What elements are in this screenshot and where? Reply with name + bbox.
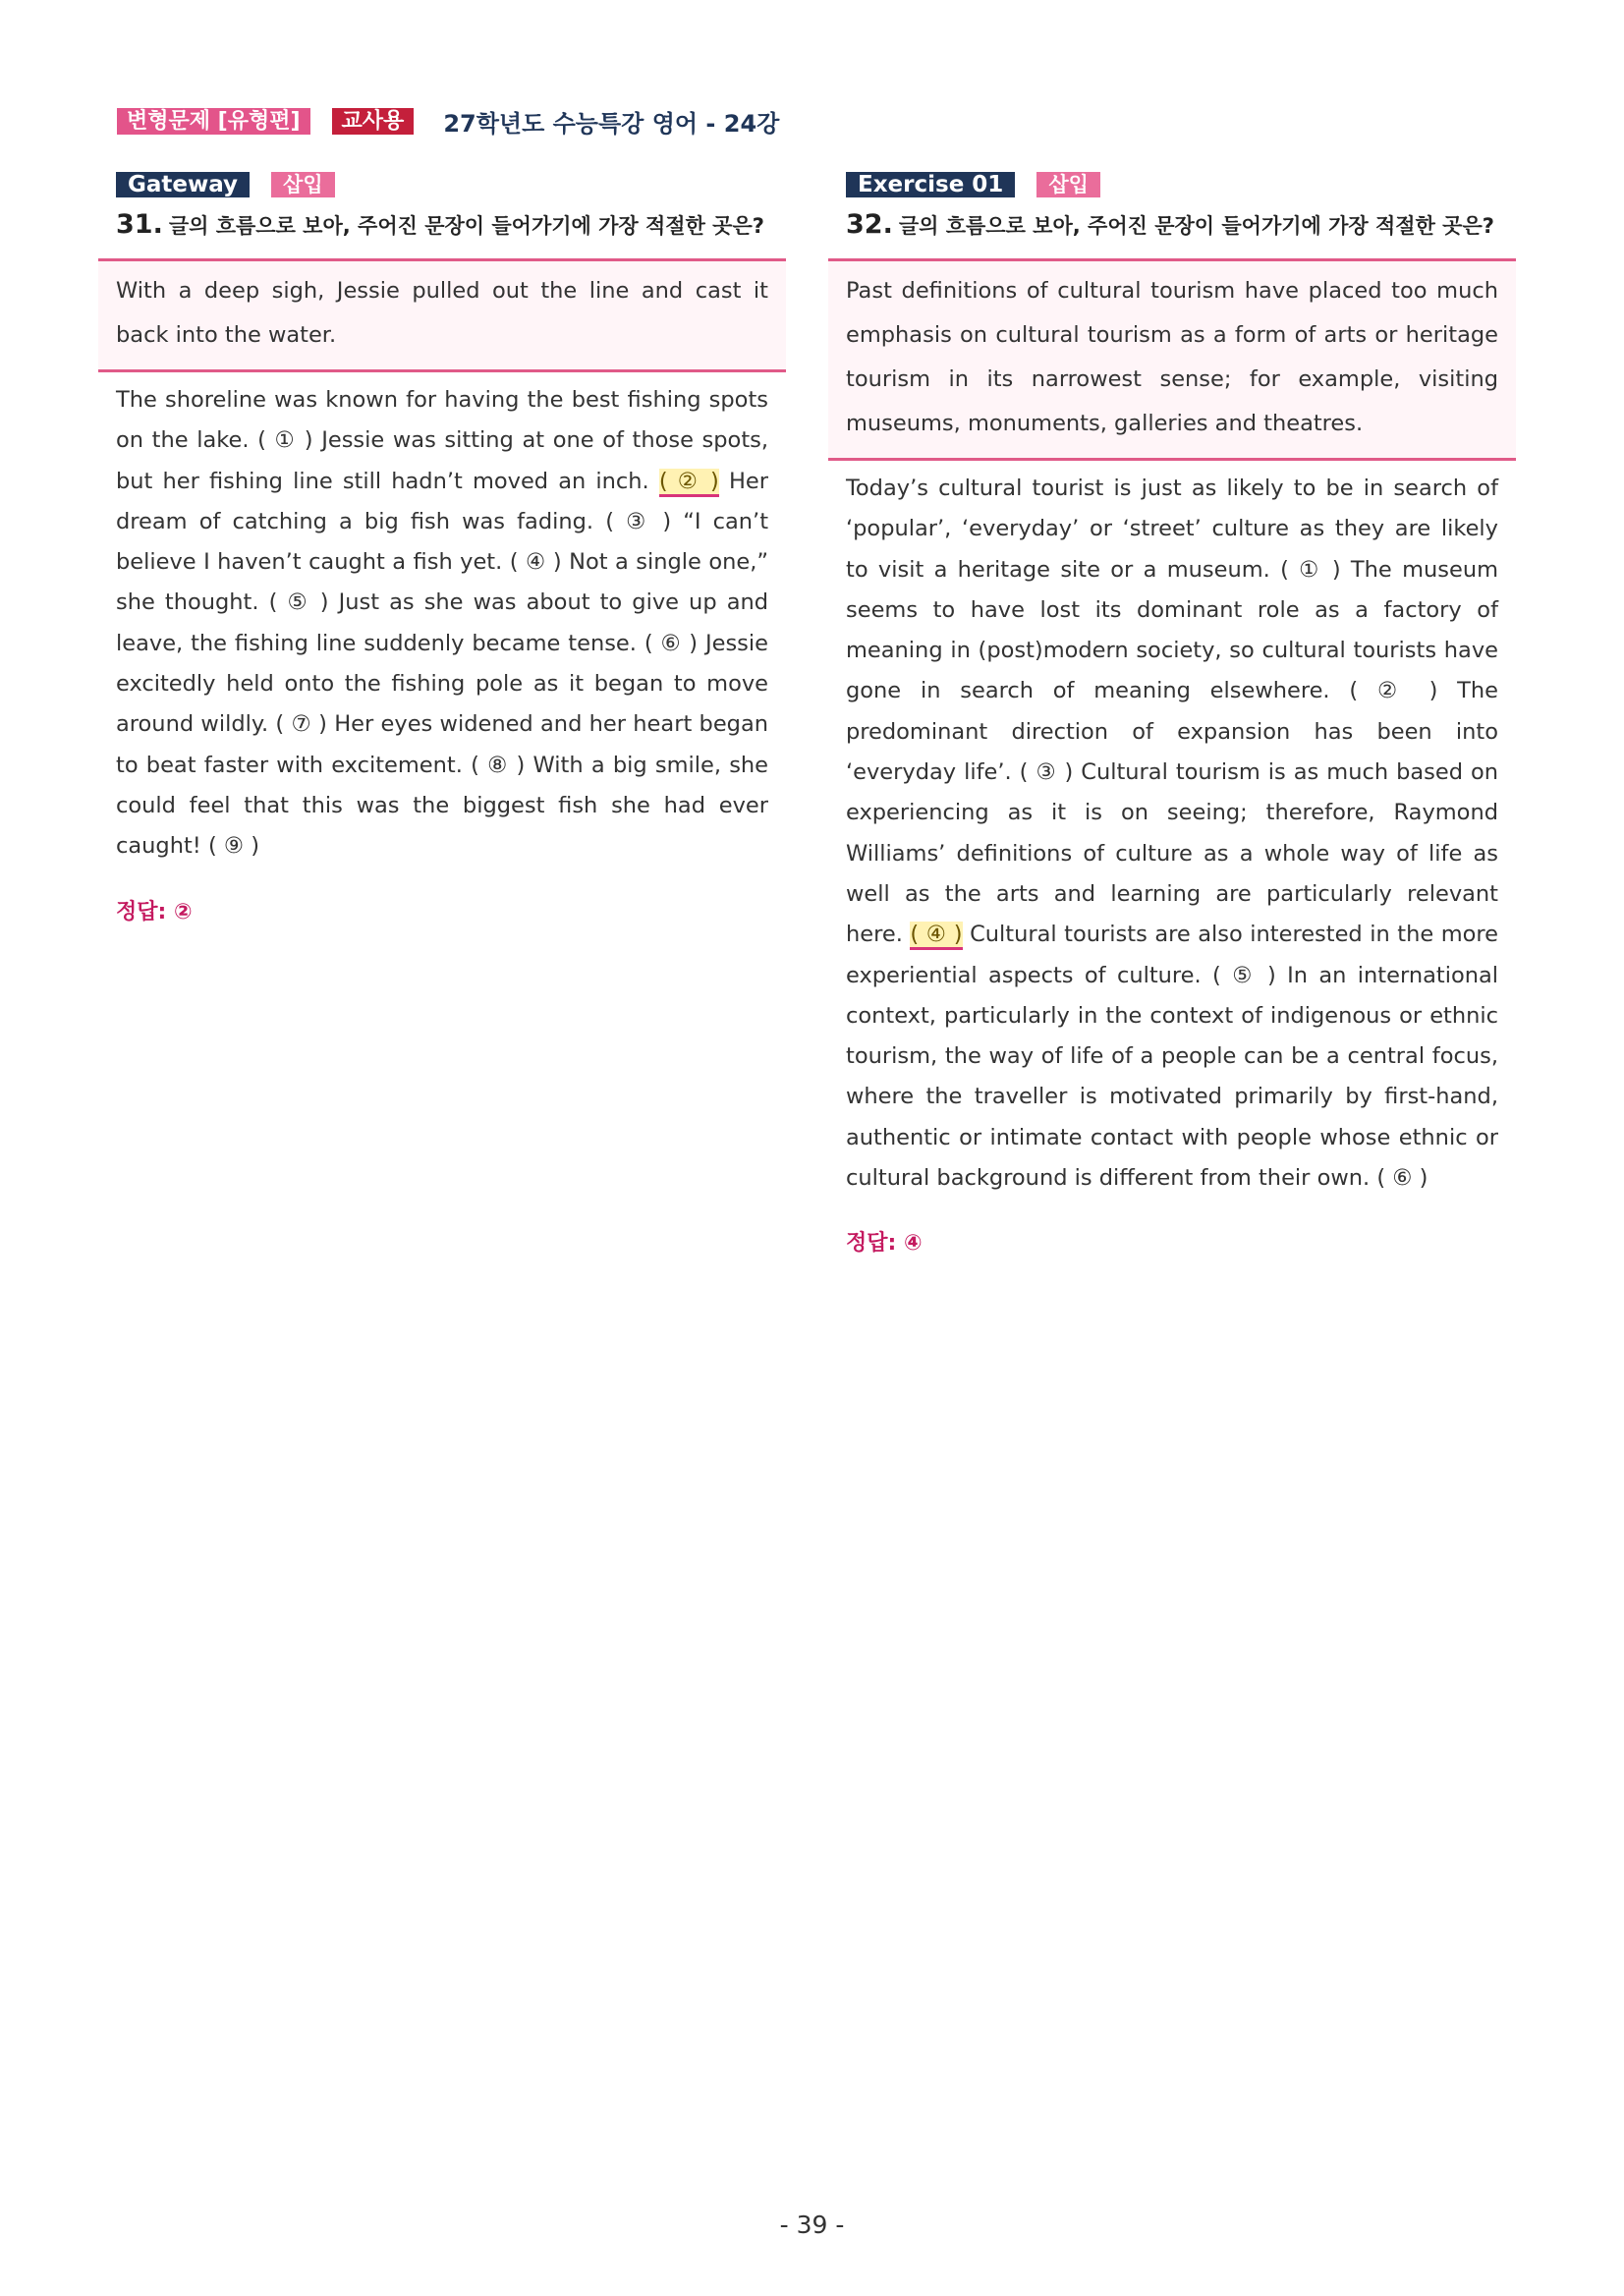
insertion-mark: ( ③ ) (605, 508, 672, 534)
insertion-mark: ( ② ) (1349, 678, 1438, 704)
insertion-mark: ( ① ) (1280, 556, 1341, 583)
passage-sentence: With a big smile, she could feel that this was the biggest fish she had ever caught! (116, 752, 769, 860)
passage-sentence: Cultural tourists are also interested in the more experiential aspects of culture. (846, 922, 1499, 988)
answer-mark-highlight: ( ② ) (659, 469, 719, 497)
insertion-mark: ( ⑦ ) (275, 711, 327, 738)
answer-key: 정답: ④ (846, 1231, 923, 1257)
passage-sentence: Not a single one,” she thought. (116, 549, 769, 616)
insertion-mark: ( ⑤ ) (1212, 962, 1276, 988)
variant-tag: 변형문제 [유형편] (117, 108, 310, 135)
question-labels (98, 171, 786, 198)
insertion-mark: ( ④ ) (509, 549, 562, 576)
insertion-mark: ( ⑤ ) (268, 589, 329, 616)
passage-sentence: Jessie was sitting at one of those spots, but her fishing line still hadn’t moved an inch. (116, 427, 769, 494)
page-title: 27학년도 수능특강 영어 - 24강 (443, 109, 780, 138)
question-text: 글의 흐름으로 보아, 주어진 문장이 들어가기에 가장 적절한 곳은? (898, 214, 1494, 238)
gateway-label: Gateway (116, 172, 250, 197)
given-sentence: Past definitions of cultural tourism have placed too much emphasis on cultural tourism as a form of arts or heritage tourism in its narrowest sense; for example, visiting museums, monuments, galleries and theatres. (828, 258, 1516, 461)
question-text: 글의 흐름으로 보아, 주어진 문장이 들어가기에 가장 적절한 곳은? (168, 214, 764, 238)
passage-sentence: The predominant direction of expansion has been into ‘everyday life’. (846, 678, 1499, 786)
passage-sentence: The shoreline was known for having the best fishing spots on the lake. (116, 387, 768, 454)
question-number: 32. (846, 209, 893, 240)
page-number: - 39 - (779, 2211, 845, 2239)
teacher-tag: 교사용 (332, 108, 415, 135)
passage-sentence: Cultural tourism is as much based on experiencing as it is on seeing; therefore, Raymond Williams’ definitions of culture as a whole way of life as well as the arts and learning are particularly relevant here. (846, 759, 1499, 948)
exercise-label: Exercise 01 (846, 172, 1015, 197)
insertion-mark: ( ③ ) (1019, 759, 1074, 786)
question-labels (828, 171, 1516, 198)
question-31 (98, 171, 786, 925)
question-32 (828, 171, 1516, 1257)
passage (828, 469, 1516, 1199)
passage-sentence: Her dream of catching a big fish was fading. (116, 468, 768, 534)
insertion-type-label: 삽입 (271, 172, 335, 197)
passage-sentence: Her eyes widened and her heart began to beat faster with excitement. (116, 711, 769, 778)
passage-sentence: Just as she was about to give up and leave, the fishing line suddenly became tense. (116, 589, 769, 656)
insertion-mark: ( ⑨ ) (207, 833, 259, 860)
insertion-mark: ( ① ) (257, 427, 313, 454)
given-sentence: With a deep sigh, Jessie pulled out the line and cast it back into the water. (98, 258, 786, 372)
question-title (98, 206, 786, 245)
insertion-mark: ( ⑥ ) (1376, 1165, 1428, 1192)
passage-sentence: “I can’t believe I haven’t caught a fish yet. (116, 508, 769, 576)
passage (98, 380, 786, 868)
answer-key: 정답: ② (116, 899, 193, 924)
question-title (828, 206, 1516, 245)
passage-sentence: Jessie excitedly held onto the fishing pole as it began to move around wildly. (116, 630, 769, 738)
passage-sentence: The museum seems to have lost its dominant role as a factory of meaning in (post)modern society, so cultural tourists have gone in search of meaning elsewhere. (846, 556, 1499, 704)
passage-sentence: In an international context, particularly in the context of indigenous or ethnic tourism, the way of life of a people can be a central focus, where the traveller is motivated primarily by first-hand, authentic or intimate contact with people whose ethnic or cultural background is different from their own. (846, 962, 1499, 1192)
passage-sentence: Today’s cultural tourist is just as likely to be in search of ‘popular’, ‘everyday’ or ‘street’ culture as they are likely to visit a heritage site or a museum. (846, 476, 1498, 583)
insertion-mark: ( ⑥ ) (644, 630, 699, 656)
page-header (117, 106, 779, 136)
question-number: 31. (116, 209, 163, 240)
insertion-type-label: 삽입 (1036, 172, 1100, 197)
insertion-mark: ( ⑧ ) (471, 752, 526, 778)
answer-mark-highlight: ( ④ ) (910, 922, 962, 950)
